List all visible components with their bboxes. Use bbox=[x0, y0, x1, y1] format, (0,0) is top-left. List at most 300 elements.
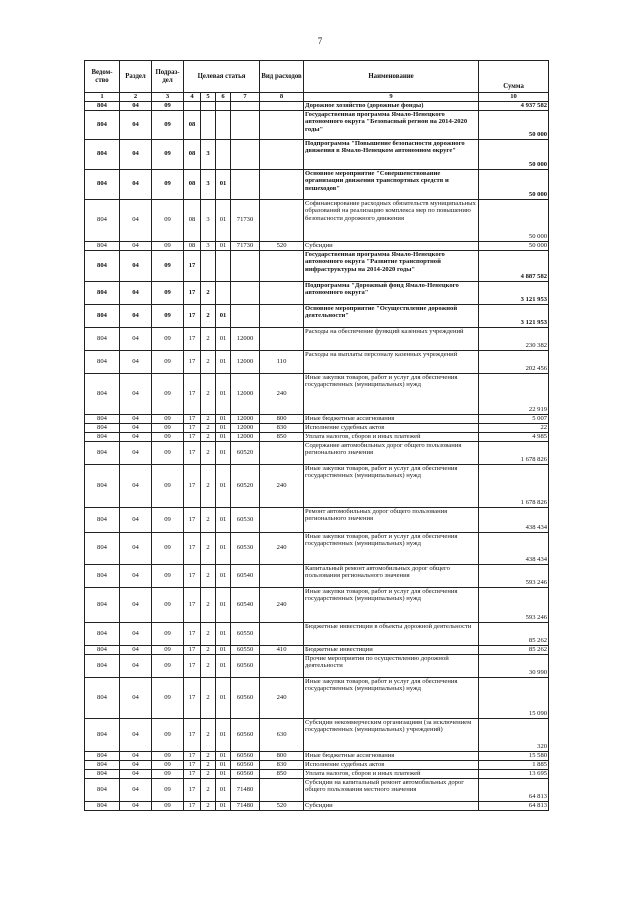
cell-sum: 4 887 582 bbox=[479, 250, 549, 281]
cell-sum: 438 434 bbox=[479, 532, 549, 564]
cell-target-direction: 71480 bbox=[231, 778, 260, 801]
cell-dept: 804 bbox=[85, 423, 120, 432]
cell-sum: 50 000 bbox=[479, 169, 549, 199]
cell-dept: 804 bbox=[85, 801, 120, 810]
cell-exp-type bbox=[260, 507, 304, 532]
table-row bbox=[85, 718, 549, 751]
cell-target-subprogram: 2 bbox=[201, 414, 216, 423]
cell-target-activity: 01 bbox=[216, 778, 231, 801]
cell-section: 04 bbox=[120, 432, 152, 441]
cell-subsection: 09 bbox=[152, 564, 184, 587]
cell-section: 04 bbox=[120, 464, 152, 507]
cell-target-subprogram: 2 bbox=[201, 281, 216, 304]
cell-target-subprogram: 2 bbox=[201, 327, 216, 350]
cell-sum: 4 985 bbox=[479, 432, 549, 441]
cell-subsection: 09 bbox=[152, 110, 184, 139]
cell-sum: 3 121 953 bbox=[479, 281, 549, 304]
cell-subsection: 09 bbox=[152, 645, 184, 654]
cell-target-program: 17 bbox=[184, 414, 201, 423]
cell-name: Уплата налогов, сборов и иных платежей bbox=[304, 432, 479, 441]
cell-target-program: 17 bbox=[184, 622, 201, 645]
cell-dept: 804 bbox=[85, 587, 120, 622]
table-row bbox=[85, 101, 549, 110]
cell-target-program: 08 bbox=[184, 199, 201, 241]
header-exp-type: Вид расходов bbox=[260, 61, 304, 93]
cell-section: 04 bbox=[120, 507, 152, 532]
cell-dept: 804 bbox=[85, 327, 120, 350]
table-row bbox=[85, 432, 549, 441]
cell-target-activity: 01 bbox=[216, 304, 231, 327]
cell-exp-type: 850 bbox=[260, 769, 304, 778]
cell-name: Иные закупки товаров, работ и услуг для обеспечения государственных (муниципальных) нужд bbox=[304, 532, 479, 564]
cell-target-direction: 60560 bbox=[231, 718, 260, 751]
cell-section: 04 bbox=[120, 281, 152, 304]
table-row bbox=[85, 281, 549, 304]
cell-sum: 64 813 bbox=[479, 801, 549, 810]
table-row bbox=[85, 654, 549, 677]
cell-target-direction bbox=[231, 250, 260, 281]
column-number: 9 bbox=[304, 93, 479, 102]
cell-exp-type: 240 bbox=[260, 587, 304, 622]
cell-sum: 85 262 bbox=[479, 622, 549, 645]
cell-name: Иные закупки товаров, работ и услуг для обеспечения государственных (муниципальных) нужд bbox=[304, 373, 479, 414]
cell-target-subprogram: 2 bbox=[201, 801, 216, 810]
cell-target-program: 17 bbox=[184, 564, 201, 587]
cell-section: 04 bbox=[120, 169, 152, 199]
cell-name: Уплата налогов, сборов и иных платежей bbox=[304, 769, 479, 778]
cell-sum: 85 262 bbox=[479, 645, 549, 654]
cell-target-activity: 01 bbox=[216, 414, 231, 423]
cell-name: Субсидии на капитальный ремонт автомобильных дорог общего пользования местного значения bbox=[304, 778, 479, 801]
cell-sum: 593 246 bbox=[479, 564, 549, 587]
cell-name: Исполнение судебных актов bbox=[304, 423, 479, 432]
cell-target-program: 17 bbox=[184, 327, 201, 350]
cell-dept: 804 bbox=[85, 169, 120, 199]
cell-dept: 804 bbox=[85, 622, 120, 645]
cell-section: 04 bbox=[120, 423, 152, 432]
cell-target-subprogram: 3 bbox=[201, 169, 216, 199]
cell-exp-type bbox=[260, 169, 304, 199]
cell-exp-type bbox=[260, 304, 304, 327]
cell-dept: 804 bbox=[85, 250, 120, 281]
cell-sum: 50 000 bbox=[479, 241, 549, 250]
cell-target-direction: 71480 bbox=[231, 801, 260, 810]
cell-exp-type bbox=[260, 250, 304, 281]
cell-subsection: 09 bbox=[152, 250, 184, 281]
cell-name: Основное мероприятие "Совершенствование организации движения транспортных средств и пешеходов" bbox=[304, 169, 479, 199]
cell-target-subprogram: 2 bbox=[201, 778, 216, 801]
cell-sum: 593 246 bbox=[479, 587, 549, 622]
cell-subsection: 09 bbox=[152, 350, 184, 373]
header-sum: Сумма bbox=[479, 61, 549, 93]
cell-name: Бюджетные инвестиции bbox=[304, 645, 479, 654]
cell-target-direction: 60530 bbox=[231, 532, 260, 564]
cell-sum: 1 678 826 bbox=[479, 464, 549, 507]
cell-exp-type bbox=[260, 110, 304, 139]
cell-subsection: 09 bbox=[152, 304, 184, 327]
cell-target-program bbox=[184, 101, 201, 110]
cell-target-direction: 12000 bbox=[231, 350, 260, 373]
table-row bbox=[85, 423, 549, 432]
cell-target-program: 17 bbox=[184, 423, 201, 432]
table-row bbox=[85, 304, 549, 327]
cell-exp-type bbox=[260, 622, 304, 645]
cell-exp-type: 850 bbox=[260, 432, 304, 441]
cell-target-activity: 01 bbox=[216, 169, 231, 199]
cell-dept: 804 bbox=[85, 751, 120, 760]
cell-target-direction: 60550 bbox=[231, 622, 260, 645]
cell-target-activity: 01 bbox=[216, 464, 231, 507]
cell-name: Ремонт автомобильных дорог общего пользования регионального значения bbox=[304, 507, 479, 532]
cell-section: 04 bbox=[120, 414, 152, 423]
cell-dept: 804 bbox=[85, 564, 120, 587]
cell-subsection: 09 bbox=[152, 414, 184, 423]
cell-name: Иные бюджетные ассигнования bbox=[304, 414, 479, 423]
cell-exp-type: 410 bbox=[260, 645, 304, 654]
cell-subsection: 09 bbox=[152, 441, 184, 464]
budget-table bbox=[84, 60, 549, 811]
column-number: 2 bbox=[120, 93, 152, 102]
table-row bbox=[85, 110, 549, 139]
cell-name: Иные бюджетные ассигнования bbox=[304, 751, 479, 760]
cell-target-direction: 71730 bbox=[231, 241, 260, 250]
cell-target-direction: 60530 bbox=[231, 507, 260, 532]
cell-target-subprogram: 2 bbox=[201, 751, 216, 760]
cell-target-subprogram: 2 bbox=[201, 464, 216, 507]
table-row bbox=[85, 778, 549, 801]
cell-sum: 64 813 bbox=[479, 778, 549, 801]
cell-target-subprogram: 2 bbox=[201, 507, 216, 532]
cell-name: Капитальный ремонт автомобильных дорог общего пользования регионального значения bbox=[304, 564, 479, 587]
cell-target-program: 17 bbox=[184, 587, 201, 622]
table-row bbox=[85, 441, 549, 464]
table-row bbox=[85, 622, 549, 645]
cell-target-program: 17 bbox=[184, 281, 201, 304]
cell-target-activity: 01 bbox=[216, 622, 231, 645]
cell-target-activity bbox=[216, 281, 231, 304]
cell-dept: 804 bbox=[85, 373, 120, 414]
cell-subsection: 09 bbox=[152, 169, 184, 199]
cell-target-activity: 01 bbox=[216, 587, 231, 622]
cell-target-program: 17 bbox=[184, 801, 201, 810]
cell-name: Расходы на выплаты персоналу казенных учреждений bbox=[304, 350, 479, 373]
cell-dept: 804 bbox=[85, 350, 120, 373]
cell-target-subprogram bbox=[201, 250, 216, 281]
table-row bbox=[85, 507, 549, 532]
cell-subsection: 09 bbox=[152, 327, 184, 350]
cell-name: Подпрограмма "Дорожный фонд Ямало-Ненецкого автономного округа" bbox=[304, 281, 479, 304]
cell-section: 04 bbox=[120, 677, 152, 718]
cell-target-program: 17 bbox=[184, 350, 201, 373]
table-row bbox=[85, 464, 549, 507]
cell-target-program: 17 bbox=[184, 677, 201, 718]
table-row bbox=[85, 250, 549, 281]
cell-subsection: 09 bbox=[152, 801, 184, 810]
cell-target-activity: 01 bbox=[216, 769, 231, 778]
cell-target-direction: 60520 bbox=[231, 441, 260, 464]
cell-target-direction: 60540 bbox=[231, 564, 260, 587]
cell-target-subprogram: 2 bbox=[201, 718, 216, 751]
cell-section: 04 bbox=[120, 760, 152, 769]
header-section: Раздел bbox=[120, 61, 152, 93]
cell-exp-type: 240 bbox=[260, 677, 304, 718]
cell-target-subprogram: 3 bbox=[201, 139, 216, 169]
cell-exp-type: 240 bbox=[260, 532, 304, 564]
cell-exp-type: 110 bbox=[260, 350, 304, 373]
cell-target-direction bbox=[231, 139, 260, 169]
cell-name: Иные закупки товаров, работ и услуг для обеспечения государственных (муниципальных) нужд bbox=[304, 677, 479, 718]
cell-section: 04 bbox=[120, 564, 152, 587]
cell-section: 04 bbox=[120, 441, 152, 464]
cell-exp-type: 520 bbox=[260, 801, 304, 810]
header-row bbox=[85, 61, 549, 93]
cell-sum: 13 695 bbox=[479, 769, 549, 778]
cell-section: 04 bbox=[120, 718, 152, 751]
cell-target-program: 17 bbox=[184, 250, 201, 281]
table-row bbox=[85, 751, 549, 760]
cell-target-direction: 60520 bbox=[231, 464, 260, 507]
header-name: Наименование bbox=[304, 61, 479, 93]
cell-dept: 804 bbox=[85, 241, 120, 250]
cell-target-program: 08 bbox=[184, 169, 201, 199]
cell-target-program: 17 bbox=[184, 373, 201, 414]
cell-target-subprogram: 2 bbox=[201, 654, 216, 677]
cell-target-activity: 01 bbox=[216, 718, 231, 751]
column-number: 7 bbox=[231, 93, 260, 102]
cell-target-subprogram bbox=[201, 101, 216, 110]
cell-target-direction bbox=[231, 304, 260, 327]
table-row bbox=[85, 169, 549, 199]
cell-section: 04 bbox=[120, 654, 152, 677]
cell-target-direction bbox=[231, 281, 260, 304]
cell-exp-type: 240 bbox=[260, 373, 304, 414]
cell-exp-type bbox=[260, 654, 304, 677]
cell-name: Субсидии bbox=[304, 801, 479, 810]
cell-target-direction: 12000 bbox=[231, 327, 260, 350]
cell-sum: 22 bbox=[479, 423, 549, 432]
cell-target-direction bbox=[231, 110, 260, 139]
cell-subsection: 09 bbox=[152, 760, 184, 769]
cell-target-activity: 01 bbox=[216, 564, 231, 587]
cell-target-activity: 01 bbox=[216, 654, 231, 677]
cell-target-program: 17 bbox=[184, 645, 201, 654]
cell-target-program: 08 bbox=[184, 241, 201, 250]
cell-target-direction: 12000 bbox=[231, 373, 260, 414]
cell-exp-type: 800 bbox=[260, 751, 304, 760]
cell-subsection: 09 bbox=[152, 769, 184, 778]
cell-sum: 5 007 bbox=[479, 414, 549, 423]
column-number: 4 bbox=[184, 93, 201, 102]
cell-subsection: 09 bbox=[152, 241, 184, 250]
cell-dept: 804 bbox=[85, 677, 120, 718]
cell-sum: 230 382 bbox=[479, 327, 549, 350]
cell-name: Содержание автомобильных дорог общего пользования регионального значения bbox=[304, 441, 479, 464]
cell-subsection: 09 bbox=[152, 373, 184, 414]
cell-target-subprogram: 2 bbox=[201, 587, 216, 622]
column-number: 10 bbox=[479, 93, 549, 102]
cell-target-program: 17 bbox=[184, 718, 201, 751]
cell-section: 04 bbox=[120, 350, 152, 373]
page-number: 7 bbox=[317, 36, 323, 46]
cell-name: Бюджетные инвестиции в объекты дорожной деятельности bbox=[304, 622, 479, 645]
cell-target-direction: 12000 bbox=[231, 414, 260, 423]
cell-target-subprogram: 3 bbox=[201, 241, 216, 250]
table-row bbox=[85, 564, 549, 587]
cell-target-program: 17 bbox=[184, 432, 201, 441]
cell-target-direction: 71730 bbox=[231, 199, 260, 241]
table-row bbox=[85, 373, 549, 414]
cell-target-activity: 01 bbox=[216, 441, 231, 464]
header-subsection: Подраз-дел bbox=[152, 61, 184, 93]
cell-sum: 15 580 bbox=[479, 751, 549, 760]
cell-subsection: 09 bbox=[152, 751, 184, 760]
cell-target-program: 17 bbox=[184, 532, 201, 564]
cell-target-direction: 60560 bbox=[231, 769, 260, 778]
cell-target-subprogram: 2 bbox=[201, 423, 216, 432]
cell-section: 04 bbox=[120, 250, 152, 281]
cell-exp-type bbox=[260, 778, 304, 801]
cell-target-activity: 01 bbox=[216, 751, 231, 760]
cell-section: 04 bbox=[120, 373, 152, 414]
cell-section: 04 bbox=[120, 622, 152, 645]
cell-subsection: 09 bbox=[152, 718, 184, 751]
cell-section: 04 bbox=[120, 101, 152, 110]
cell-dept: 804 bbox=[85, 464, 120, 507]
cell-target-program: 17 bbox=[184, 769, 201, 778]
cell-target-program: 17 bbox=[184, 654, 201, 677]
cell-target-activity: 01 bbox=[216, 327, 231, 350]
cell-exp-type bbox=[260, 327, 304, 350]
cell-target-direction: 60560 bbox=[231, 751, 260, 760]
cell-exp-type: 830 bbox=[260, 423, 304, 432]
cell-dept: 804 bbox=[85, 507, 120, 532]
cell-target-direction bbox=[231, 101, 260, 110]
cell-dept: 804 bbox=[85, 432, 120, 441]
cell-section: 04 bbox=[120, 645, 152, 654]
column-number: 5 bbox=[201, 93, 216, 102]
cell-name: Софинансирование расходных обязательств муниципальных образований на реализацию комплекса мер по повышению безопасности дорожного движения bbox=[304, 199, 479, 241]
cell-subsection: 09 bbox=[152, 622, 184, 645]
cell-section: 04 bbox=[120, 587, 152, 622]
cell-target-subprogram: 3 bbox=[201, 199, 216, 241]
cell-section: 04 bbox=[120, 241, 152, 250]
cell-exp-type bbox=[260, 281, 304, 304]
cell-subsection: 09 bbox=[152, 507, 184, 532]
cell-target-program: 17 bbox=[184, 304, 201, 327]
cell-name: Иные закупки товаров, работ и услуг для обеспечения государственных (муниципальных) нужд bbox=[304, 464, 479, 507]
cell-dept: 804 bbox=[85, 110, 120, 139]
cell-section: 04 bbox=[120, 778, 152, 801]
cell-target-program: 17 bbox=[184, 760, 201, 769]
table-row bbox=[85, 645, 549, 654]
cell-target-activity: 01 bbox=[216, 350, 231, 373]
table-row bbox=[85, 801, 549, 810]
cell-sum: 50 000 bbox=[479, 110, 549, 139]
cell-section: 04 bbox=[120, 532, 152, 564]
cell-subsection: 09 bbox=[152, 587, 184, 622]
cell-subsection: 09 bbox=[152, 432, 184, 441]
cell-target-activity: 01 bbox=[216, 760, 231, 769]
cell-exp-type: 520 bbox=[260, 241, 304, 250]
cell-dept: 804 bbox=[85, 101, 120, 110]
cell-sum: 30 990 bbox=[479, 654, 549, 677]
cell-target-activity: 01 bbox=[216, 677, 231, 718]
cell-section: 04 bbox=[120, 304, 152, 327]
cell-section: 04 bbox=[120, 769, 152, 778]
cell-sum: 1 885 bbox=[479, 760, 549, 769]
cell-dept: 804 bbox=[85, 441, 120, 464]
cell-target-subprogram: 2 bbox=[201, 564, 216, 587]
cell-target-activity bbox=[216, 250, 231, 281]
cell-name: Государственная программа Ямало-Ненецкого автономного округа "Развитие транспортной инфраструктуры на 2014-2020 годы" bbox=[304, 250, 479, 281]
cell-target-activity: 01 bbox=[216, 432, 231, 441]
cell-target-subprogram: 2 bbox=[201, 760, 216, 769]
cell-target-program: 17 bbox=[184, 464, 201, 507]
cell-target-activity: 01 bbox=[216, 645, 231, 654]
cell-target-direction bbox=[231, 169, 260, 199]
cell-target-subprogram: 2 bbox=[201, 645, 216, 654]
cell-subsection: 09 bbox=[152, 139, 184, 169]
cell-target-subprogram bbox=[201, 110, 216, 139]
cell-dept: 804 bbox=[85, 304, 120, 327]
table-row bbox=[85, 241, 549, 250]
cell-name: Дорожное хозяйство (дорожные фонды) bbox=[304, 101, 479, 110]
column-number: 8 bbox=[260, 93, 304, 102]
cell-target-subprogram: 2 bbox=[201, 677, 216, 718]
cell-target-direction: 12000 bbox=[231, 423, 260, 432]
cell-sum: 4 937 582 bbox=[479, 101, 549, 110]
cell-sum: 438 434 bbox=[479, 507, 549, 532]
column-numbers-row bbox=[85, 93, 549, 102]
cell-target-program: 08 bbox=[184, 139, 201, 169]
table-row bbox=[85, 139, 549, 169]
cell-dept: 804 bbox=[85, 769, 120, 778]
cell-dept: 804 bbox=[85, 760, 120, 769]
table-row bbox=[85, 199, 549, 241]
cell-subsection: 09 bbox=[152, 281, 184, 304]
table-row bbox=[85, 414, 549, 423]
cell-sum: 15 090 bbox=[479, 677, 549, 718]
cell-target-activity: 01 bbox=[216, 532, 231, 564]
cell-dept: 804 bbox=[85, 654, 120, 677]
cell-name: Расходы на обеспечение функций казенных учреждений bbox=[304, 327, 479, 350]
cell-dept: 804 bbox=[85, 532, 120, 564]
cell-dept: 804 bbox=[85, 778, 120, 801]
cell-subsection: 09 bbox=[152, 199, 184, 241]
cell-exp-type bbox=[260, 101, 304, 110]
cell-name: Субсидии некоммерческим организациям (за исключением государственных (муниципальных) учреждений) bbox=[304, 718, 479, 751]
cell-target-subprogram: 2 bbox=[201, 432, 216, 441]
cell-name: Подпрограмма "Повышение безопасности дорожного движения в Ямало-Ненецком автономном округе" bbox=[304, 139, 479, 169]
cell-sum: 1 678 826 bbox=[479, 441, 549, 464]
cell-sum: 50 000 bbox=[479, 199, 549, 241]
column-number: 3 bbox=[152, 93, 184, 102]
cell-target-activity bbox=[216, 139, 231, 169]
cell-target-activity: 01 bbox=[216, 241, 231, 250]
cell-dept: 804 bbox=[85, 718, 120, 751]
table-row bbox=[85, 769, 549, 778]
cell-exp-type: 240 bbox=[260, 464, 304, 507]
cell-name: Основное мероприятие "Осуществление дорожной деятельности" bbox=[304, 304, 479, 327]
cell-target-subprogram: 2 bbox=[201, 373, 216, 414]
cell-target-program: 08 bbox=[184, 110, 201, 139]
cell-target-activity: 01 bbox=[216, 507, 231, 532]
cell-subsection: 09 bbox=[152, 532, 184, 564]
cell-name: Иные закупки товаров, работ и услуг для обеспечения государственных (муниципальных) нужд bbox=[304, 587, 479, 622]
cell-exp-type: 800 bbox=[260, 414, 304, 423]
cell-target-direction: 60550 bbox=[231, 645, 260, 654]
table-row bbox=[85, 587, 549, 622]
